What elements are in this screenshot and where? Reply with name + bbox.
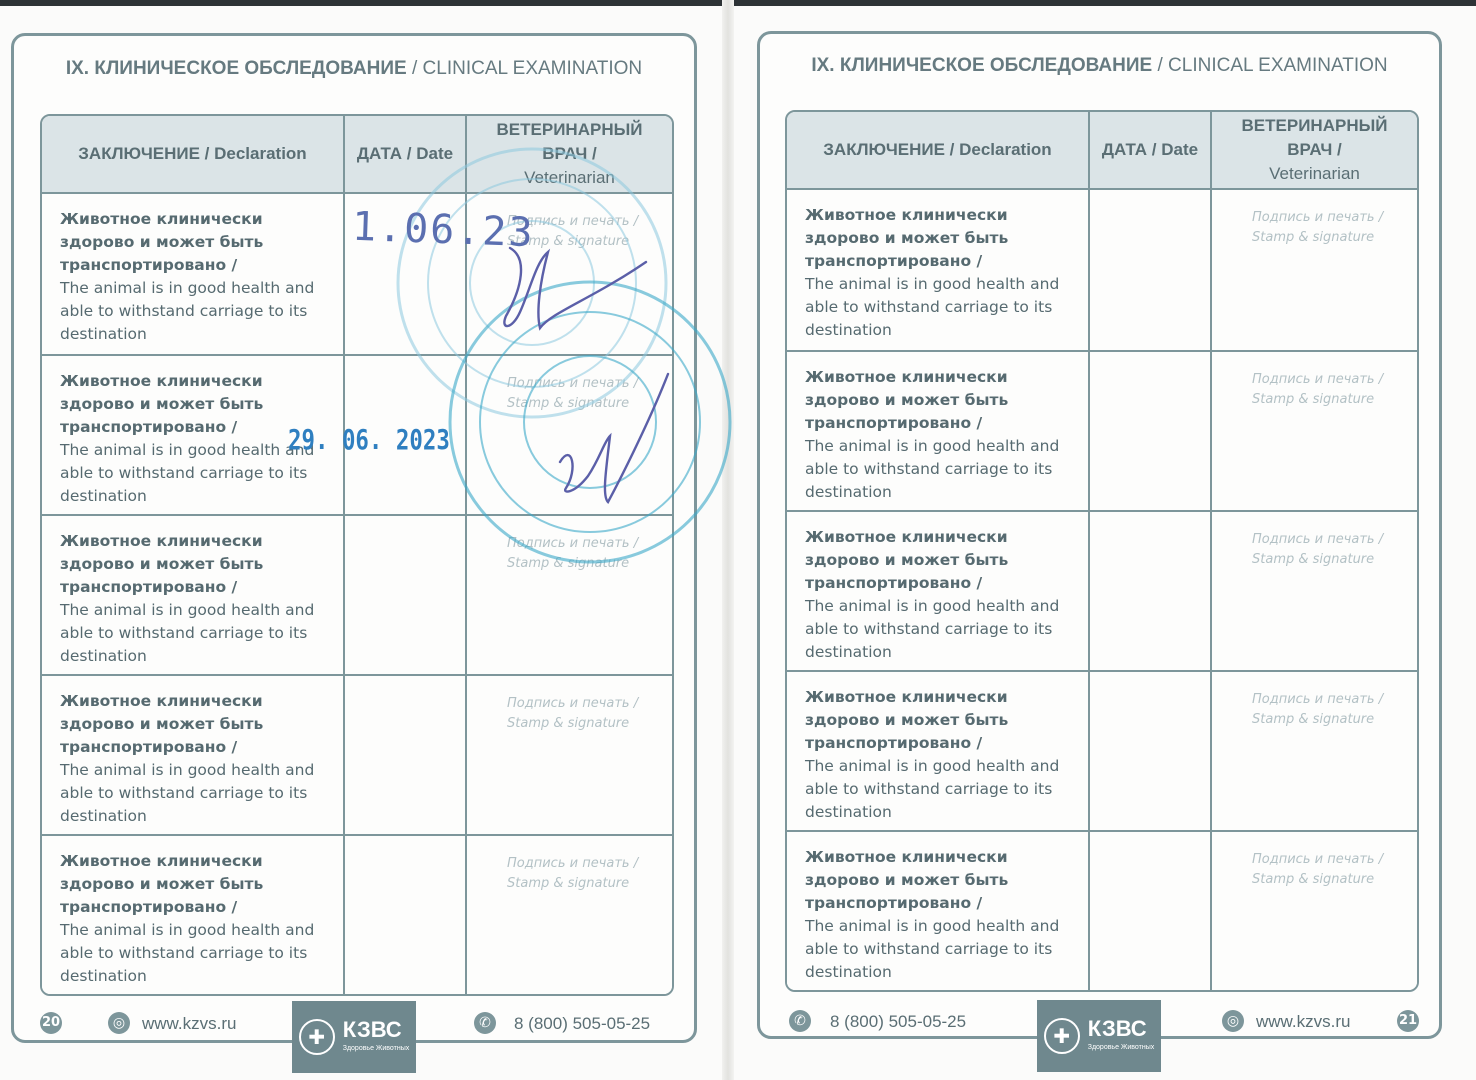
column-veterinarian: ВЕТЕРИНАРНЫЙ ВРАЧ / Veterinarian bbox=[1210, 112, 1417, 190]
date-cell[interactable] bbox=[1088, 510, 1210, 670]
table-row bbox=[42, 674, 672, 834]
website-link[interactable]: www.kzvs.ru bbox=[142, 1014, 237, 1033]
vet-cross-emblem-icon: ✚ bbox=[1044, 1018, 1080, 1054]
stamp-signature-cell[interactable]: Подпись и печать / Stamp & signature bbox=[1210, 190, 1417, 350]
table-header-row bbox=[787, 112, 1417, 190]
kzvs-logo bbox=[292, 1001, 416, 1073]
date-cell[interactable] bbox=[1088, 670, 1210, 830]
column-veterinarian: ВЕТЕРИНАРНЫЙ ВРАЧ / Veterinarian bbox=[465, 116, 672, 194]
stamp-signature-cell[interactable]: Подпись и печать / Stamp & signature bbox=[465, 514, 672, 674]
phone-number[interactable]: 8 (800) 505-05-25 bbox=[830, 1012, 967, 1031]
column-date: ДАТА / Date bbox=[1088, 112, 1210, 190]
declaration-cell: Животное клинически здорово и может быть транспортировано / The animal is in good health and able to withstand carriage to its destination bbox=[42, 194, 343, 354]
stamp-signature-cell[interactable]: Подпись и печать / Stamp & signature bbox=[1210, 350, 1417, 510]
page-title: IX. КЛИНИЧЕСКОЕ ОБСЛЕДОВАНИЕ / CLINICAL EXAMINATION bbox=[811, 55, 1388, 76]
stamp-signature-cell[interactable]: Подпись и печать / Stamp & signature bbox=[465, 674, 672, 834]
left-page bbox=[11, 33, 697, 1043]
declaration-cell: Животное клинически здорово и может быть транспортировано / The animal is in good health and able to withstand carriage to its destination bbox=[787, 670, 1088, 830]
declaration-cell: Животное клинически здорово и может быть транспортировано / The animal is in good health and able to withstand carriage to its destination bbox=[42, 834, 343, 994]
date-cell[interactable] bbox=[343, 514, 465, 674]
table-row bbox=[787, 830, 1417, 990]
logo-tagline: Здоровье Животных bbox=[1087, 1044, 1155, 1051]
stamp-signature-cell[interactable]: Подпись и печать / Stamp & signature bbox=[1210, 670, 1417, 830]
stamped-date: 29. 06. 2023 bbox=[288, 423, 450, 456]
stamp-signature-cell[interactable]: Подпись и печать / Stamp & signature bbox=[465, 834, 672, 994]
declaration-cell: Животное клинически здорово и может быть транспортировано / The animal is in good health and able to withstand carriage to its destination bbox=[42, 514, 343, 674]
declaration-cell: Животное клинически здорово и может быть транспортировано / The animal is in good health and able to withstand carriage to its destination bbox=[42, 354, 343, 514]
globe-icon: ◎ bbox=[1222, 1010, 1244, 1032]
column-date: ДАТА / Date bbox=[343, 116, 465, 194]
stamp-signature-cell[interactable]: Подпись и печать / Stamp & signature bbox=[465, 194, 672, 354]
declaration-cell: Животное клинически здорово и может быть транспортировано / The animal is in good health and able to withstand carriage to its destination bbox=[787, 510, 1088, 670]
table-row bbox=[787, 670, 1417, 830]
column-declaration: ЗАКЛЮЧЕНИЕ / Declaration bbox=[42, 116, 343, 194]
book-gutter bbox=[722, 0, 734, 1080]
table-row bbox=[787, 510, 1417, 670]
vet-cross-emblem-icon: ✚ bbox=[299, 1019, 335, 1055]
page-title: IX. КЛИНИЧЕСКОЕ ОБСЛЕДОВАНИЕ / CLINICAL EXAMINATION bbox=[65, 58, 643, 79]
table-header-row bbox=[42, 116, 672, 194]
declaration-cell: Животное клинически здорово и может быть транспортировано / The animal is in good health and able to withstand carriage to its destination bbox=[787, 830, 1088, 990]
page-number: 20 bbox=[40, 1012, 62, 1034]
phone-icon: ✆ bbox=[474, 1012, 496, 1034]
scan-edge bbox=[0, 0, 1476, 6]
stamp-signature-cell[interactable]: Подпись и печать / Stamp & signature bbox=[1210, 510, 1417, 670]
page-number: 21 bbox=[1397, 1010, 1419, 1032]
column-declaration: ЗАКЛЮЧЕНИЕ / Declaration bbox=[787, 112, 1088, 190]
table-row bbox=[42, 514, 672, 674]
logo-name: КЗВС bbox=[342, 1017, 402, 1042]
phone-icon: ✆ bbox=[789, 1010, 811, 1032]
kzvs-logo bbox=[1037, 1000, 1161, 1072]
phone-number[interactable]: 8 (800) 505-05-25 bbox=[514, 1014, 651, 1033]
stamp-signature-cell[interactable]: Подпись и печать / Stamp & signature bbox=[465, 354, 672, 514]
table-row bbox=[787, 350, 1417, 510]
date-cell[interactable] bbox=[343, 674, 465, 834]
handwritten-date: 1.06.23 bbox=[351, 203, 536, 257]
right-page bbox=[757, 31, 1442, 1039]
stamp-signature-cell[interactable]: Подпись и печать / Stamp & signature bbox=[1210, 830, 1417, 990]
logo-name: КЗВС bbox=[1087, 1016, 1147, 1041]
globe-icon: ◎ bbox=[108, 1012, 130, 1034]
date-cell[interactable] bbox=[1088, 350, 1210, 510]
date-cell[interactable] bbox=[1088, 830, 1210, 990]
table-row bbox=[787, 190, 1417, 350]
declaration-cell: Животное клинически здорово и может быть транспортировано / The animal is in good health and able to withstand carriage to its destination bbox=[787, 190, 1088, 350]
logo-tagline: Здоровье Животных bbox=[342, 1045, 410, 1052]
declaration-cell: Животное клинически здорово и может быть транспортировано / The animal is in good health and able to withstand carriage to its destination bbox=[42, 674, 343, 834]
date-cell[interactable] bbox=[1088, 190, 1210, 350]
table-row bbox=[42, 834, 672, 994]
website-link[interactable]: www.kzvs.ru bbox=[1256, 1012, 1351, 1031]
declaration-cell: Животное клинически здорово и может быть транспортировано / The animal is in good health and able to withstand carriage to its destination bbox=[787, 350, 1088, 510]
clinical-exam-table bbox=[785, 110, 1419, 992]
date-cell[interactable] bbox=[343, 834, 465, 994]
